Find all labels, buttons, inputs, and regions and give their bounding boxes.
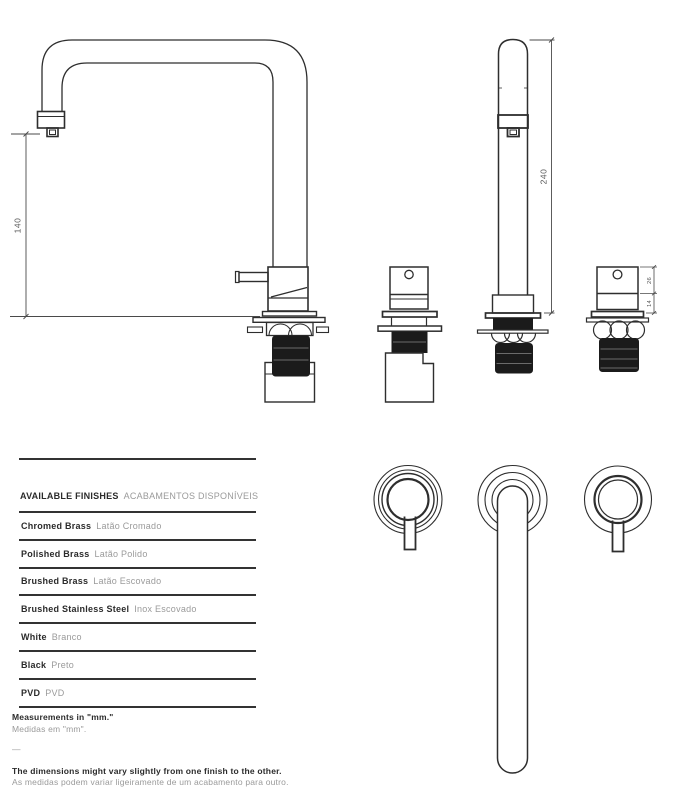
finish-row-white xyxy=(19,624,256,652)
dimension-140 xyxy=(10,132,260,320)
finish-row-chromed-brass xyxy=(19,513,256,541)
measurements-note-en: Measurements in "mm." xyxy=(12,712,114,722)
front-view-drawing xyxy=(378,38,657,403)
mounting-thread-side xyxy=(272,336,310,377)
finish-name-en: Polished Brass xyxy=(21,548,90,559)
finish-row-brushed-brass xyxy=(19,569,256,597)
top-view-drawing xyxy=(374,466,652,774)
spout-front-view xyxy=(478,40,549,374)
finish-name-en: Brushed Stainless Steel xyxy=(21,604,130,615)
dim-handle-upper-label: 26 xyxy=(647,276,653,285)
spout-outline-outer xyxy=(42,40,307,267)
mixer-lever xyxy=(239,273,268,282)
finish-name-pt: Latão Escovado xyxy=(93,576,162,587)
dimension-26-14 xyxy=(640,265,657,315)
finishes-table xyxy=(19,458,259,708)
finish-name-pt: Branco xyxy=(51,632,82,643)
valve-screw-hole xyxy=(405,270,413,278)
valve-screw-hole xyxy=(613,270,622,279)
spout-nozzle xyxy=(38,112,65,137)
variance-note-pt: As medidas podem variar ligeiramente de um acabamento para outro. xyxy=(12,777,289,787)
mixer-body-side xyxy=(236,267,309,311)
finish-name-pt: Inox Escovado xyxy=(134,604,197,615)
notes-divider: — xyxy=(12,744,21,754)
finish-name-en: PVD xyxy=(21,687,41,698)
finishes-table-header xyxy=(19,458,259,513)
finish-name-pt: Latão Cromado xyxy=(96,520,162,531)
valve-front-view-left xyxy=(378,267,442,402)
side-view-drawing xyxy=(10,40,329,402)
finish-name-en: White xyxy=(21,632,47,643)
valve-bracket xyxy=(386,353,434,402)
variance-note-en: The dimensions might vary slightly from one finish to the other. xyxy=(12,765,282,776)
measurements-note-pt: Medidas em "mm". xyxy=(12,723,87,734)
top-view-spout xyxy=(478,466,547,774)
dim-side-height-label: 140 xyxy=(12,217,23,234)
finish-name-en: Chromed Brass xyxy=(21,520,92,531)
finishes-title-pt: ACABAMENTOS DISPONÍVEIS xyxy=(123,491,259,501)
dim-handle-lower-label: 14 xyxy=(647,299,653,308)
finish-name-en: Brushed Brass xyxy=(21,576,89,587)
finish-name-pt: PVD xyxy=(45,687,65,698)
finish-name-pt: Latão Polido xyxy=(94,548,148,559)
dim-front-height-label: 240 xyxy=(538,168,549,185)
mounting-deck-side xyxy=(248,312,329,336)
valve-front-view-right xyxy=(587,267,649,372)
finish-name-pt: Preto xyxy=(51,659,75,670)
finish-row-brushed-stainless-steel xyxy=(19,596,256,624)
finish-row-pvd xyxy=(19,680,256,708)
top-view-handle-right xyxy=(585,466,652,552)
dimension-240 xyxy=(530,38,555,316)
finishes-title-en: AVAILABLE FINISHES xyxy=(20,491,119,501)
finish-row-polished-brass xyxy=(19,541,256,569)
spout-outline-inner xyxy=(62,63,273,267)
notes-block xyxy=(12,712,352,789)
top-view-handle-left xyxy=(374,466,442,550)
finish-name-en: Black xyxy=(21,659,47,670)
finish-row-black xyxy=(19,652,256,680)
